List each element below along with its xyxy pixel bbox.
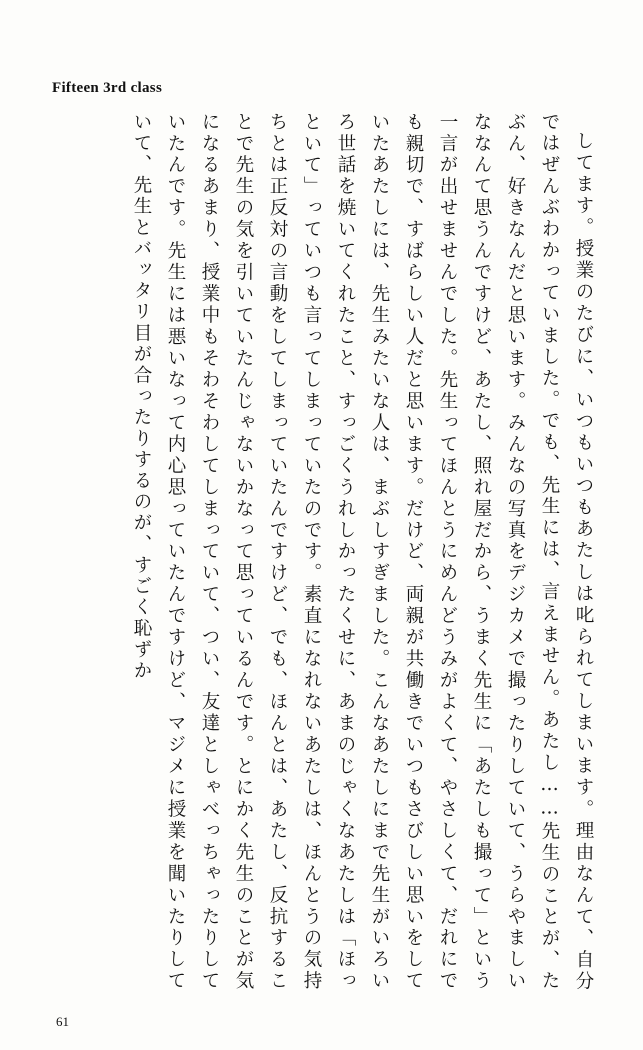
page-header: Fifteen 3rd class: [52, 80, 163, 96]
page-number: 61: [56, 1014, 69, 1029]
body-paragraph: してます。授業のたびに、いつもいつもあたしは叱られてしまいます。理由なんて、自分ではぜんぶわかっていました。でも、先生には、言えません。あたし……先生のことが、たぶん、好きなんだと思います。みんなの写真をデジカメで撮ったりしていて、うらやましいななんて思うんですけど、あたし、照れ屋だから、うまく先生に「あたしも撮って」という一言が出せませんでした。先生ってほんとうにめんどうみがよくて、やさしくて、だれにでも親切で、すばらしい人だと思います。だけど、両親が共働きでいつもさびしい思いをしていたあたしには、先生みたいな人は、まぶしすぎました。こんなあたしにまで先生がいろいろ世話を焼いてくれたこと、すっごくうれしかったくせに、あまのじゃくなあたしは「ほっといて」っていつも言ってしまっていたのです。素直になれないあたしは、ほんとうの気持ちとは正反対の言動をしてしまっていたんですけど、でも、ほんとは、あたし、反抗することで先生の気を引いていたんじゃないかなって思っているんです。とにかく先生のことが気になるあまり、授業中もそわそわしてしまっていて、つい、友達としゃべっちゃったりしていたんです。先生には悪いなって内心思っていたんですけど、マジメに授業を聞いたりしていて、先生とバッタリ目が合ったりするのが、すごく恥ずか: [131, 112, 594, 992]
body-text-block: [44, 112, 600, 992]
